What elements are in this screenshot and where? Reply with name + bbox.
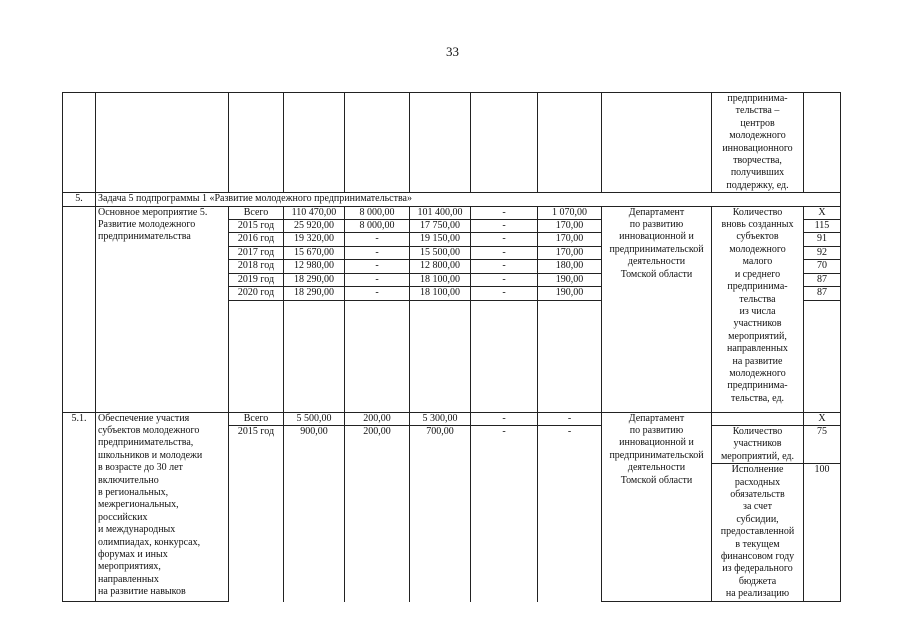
local-cell: - [471,233,538,246]
local-cell: - [471,246,538,259]
program-table [62,92,841,602]
page-number: 33 [446,44,459,59]
federal-cell: - [345,273,410,286]
indicator-value-cell: 87 [804,287,841,300]
other-cell: 170,00 [538,246,602,259]
federal-cell: 200,00 [345,412,410,425]
period-cell: 2016 год [229,233,284,246]
local-cell: - [471,260,538,273]
event-name: Обеспечение участия субъектов молодежного предпринимательства, школьников и молодежи в возрасте до 30 лет включительно в региональных, межрегиональных, российских и международных олимпиадах, конкурсах, форумах и иных мероприятиях, направленных на развитие навыков [96,412,229,601]
local-cell: - [471,412,538,425]
federal-cell: - [345,246,410,259]
other-cell: - [538,425,602,601]
period-cell: 2015 год [229,425,284,601]
indicator-value-cell: 92 [804,246,841,259]
empty-cell [804,601,841,602]
regional-cell: 101 400,00 [410,206,471,219]
empty-cell [284,300,345,412]
other-cell: 190,00 [538,287,602,300]
indicator-cell: предпринима- тельства – центров молодежного инновационного творчества, получивших поддержку, ед. [712,93,804,193]
indicator-empty-cell [712,412,804,425]
federal-cell: - [345,233,410,246]
federal-cell: 8 000,00 [345,220,410,233]
indicator-value-cell: Х [804,412,841,425]
task-title: Задача 5 подпрограммы 1 «Развитие молодежного предпринимательства» [96,193,841,206]
period-cell: Всего [229,206,284,219]
period-cell: 2019 год [229,273,284,286]
total-cell: 18 290,00 [284,273,345,286]
indicator-value-cell: 87 [804,273,841,286]
row-number: 5.1. [63,412,96,601]
row-number-empty [63,206,96,412]
federal-cell: 200,00 [345,425,410,601]
event5-section [63,206,841,412]
regional-cell: 18 100,00 [410,287,471,300]
other-cell: - [538,412,602,425]
period-cell: 2018 год [229,260,284,273]
task-row [63,193,841,206]
indicator-value-cell: 115 [804,220,841,233]
local-cell: - [471,206,538,219]
indicator-value-cell: 70 [804,260,841,273]
period-cell: 2017 год [229,246,284,259]
total-cell: 5 500,00 [284,412,345,425]
other-cell: 180,00 [538,260,602,273]
indicator-value-cell: Х [804,206,841,219]
regional-cell: 5 300,00 [410,412,471,425]
indicator-value-cell: 100 [804,464,841,601]
empty-cell [538,300,602,412]
indicator-value-cell: 91 [804,233,841,246]
table-row [63,206,841,219]
indicator-cell: Количество вновь созданных субъектов молодежного малого и среднего предпринима- тельства из числа участников мероприятий, направленных на развитие молодежного предпринима- тельства, ед. [712,206,804,412]
regional-cell: 17 750,00 [410,220,471,233]
indicator-value-cell: 75 [804,425,841,463]
empty-cell [410,300,471,412]
federal-cell: - [345,260,410,273]
regional-cell: 700,00 [410,425,471,601]
regional-cell: 18 100,00 [410,273,471,286]
empty-cell [471,300,538,412]
total-cell: 18 290,00 [284,287,345,300]
empty-cell [804,300,841,412]
regional-cell: 12 800,00 [410,260,471,273]
period-cell: 2015 год [229,220,284,233]
total-cell: 900,00 [284,425,345,601]
total-cell: 15 670,00 [284,246,345,259]
other-cell: 170,00 [538,220,602,233]
local-cell: - [471,425,538,601]
table-row-continuation [63,93,841,193]
federal-cell: - [345,287,410,300]
period-cell: Всего [229,412,284,425]
period-cell: 2020 год [229,287,284,300]
federal-cell: 8 000,00 [345,206,410,219]
empty-cell [229,300,284,412]
indicator-cell: Количество участников мероприятий, ед. [712,425,804,463]
total-cell: 25 920,00 [284,220,345,233]
executor-cell: Департамент по развитию инновационной и предпринимательской деятельности Томской области [602,412,712,601]
empty-cell [345,300,410,412]
other-cell: 190,00 [538,273,602,286]
table-row [63,412,841,425]
total-cell: 19 320,00 [284,233,345,246]
other-cell: 170,00 [538,233,602,246]
task-number: 5. [63,193,96,206]
total-cell: 12 980,00 [284,260,345,273]
executor-cell: Департамент по развитию инновационной и предпринимательской деятельности Томской области [602,206,712,412]
local-cell: - [471,273,538,286]
other-cell: 1 070,00 [538,206,602,219]
local-cell: - [471,287,538,300]
event-name: Основное мероприятие 5. Развитие молодежного предпринимательства [96,206,229,412]
regional-cell: 19 150,00 [410,233,471,246]
indicator-cell: Исполнение расходных обязательств за счет субсидии, предоставленной в текущем финансовом году из федерального бюджета на реализацию [712,464,804,601]
event51-section [63,412,841,601]
empty-cell [712,601,804,602]
regional-cell: 15 500,00 [410,246,471,259]
local-cell: - [471,220,538,233]
total-cell: 110 470,00 [284,206,345,219]
